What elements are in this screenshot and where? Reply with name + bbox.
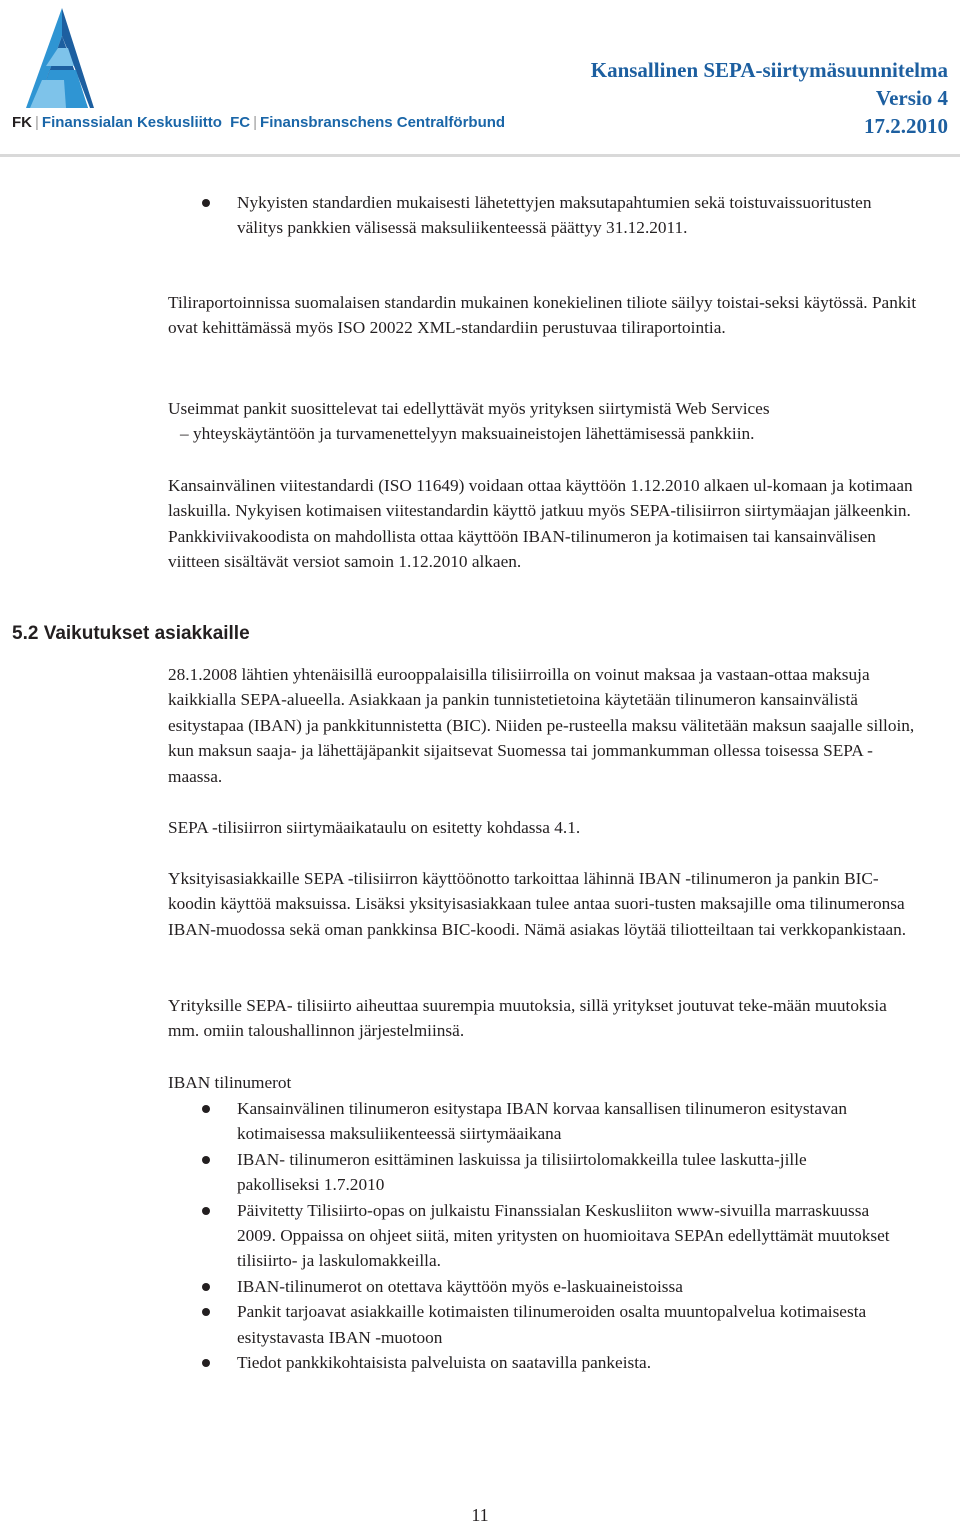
iban-heading-text: IBAN tilinumerot bbox=[168, 1073, 292, 1092]
paragraph-text: SEPA -tilisiirron siirtymäaikataulu on esitetty kohdassa 4.1. bbox=[168, 818, 581, 837]
document-date: 17.2.2010 bbox=[864, 114, 948, 138]
paragraph-line: – yhteyskäytäntöön ja turvamenettelyyn maksuaineistojen lähettämisessä pankkiin. bbox=[180, 424, 755, 444]
list-item: Päivitetty Tilisiirto-opas on julkaistu Finanssialan Keskusliiton www-sivuilla marraskuussa 2009. Oppaissa on ohjeet siitä, miten yritysten on huomioitava SEPAn edellyttämät muutokset tilisiirto- ja laskulomakkeilla. bbox=[196, 1198, 890, 1274]
fk-logo-icon bbox=[22, 8, 94, 108]
header-divider bbox=[0, 154, 960, 157]
top-bullet-list bbox=[196, 190, 920, 241]
document-title: Kansallinen SEPA-siirtymäsuunnitelma bbox=[590, 58, 948, 82]
section-heading: 5.2 Vaikutukset asiakkaille bbox=[12, 623, 250, 644]
org-fc: FC bbox=[230, 114, 251, 131]
list-item: Tiedot pankkikohtaisista palveluista on saatavilla pankeista. bbox=[196, 1350, 890, 1375]
paragraph-text: Kansainvälinen viitestandardi (ISO 11649) voidaan ottaa käyttöön 1.12.2010 alkaen ul-komaan ja kotimaan laskuilla. Nykyisen kotimaisen viitestandardin käyttö jatkuu myös SEPA-tilisiirron siirtymäajan jälkeenkin. Pankkiviivakoodista on mahdollista ottaa käyttöön IBAN-tilinumeron ja kotimaisen tai kansainvälisen viitteen sisältävät versiot samoin 1.12.2010 alkaen. bbox=[168, 476, 913, 572]
paragraph-webservices bbox=[168, 396, 928, 447]
paragraph-text: Yrityksille SEPA- tilisiirto aiheuttaa suurempia muutoksia, sillä yritykset joutuvat teke-mään muutoksia mm. omiin taloushallinnon järjestelmiinsä. bbox=[168, 996, 887, 1041]
paragraph-yksityisasiakkaat bbox=[168, 866, 920, 942]
list-item: Pankit tarjoavat asiakkaille kotimaisten tilinumeroiden osalta muuntopalvelua kotimaisesta esitystavasta IBAN -muotoon bbox=[196, 1299, 890, 1350]
paragraph-sepa-alue bbox=[168, 662, 920, 789]
paragraph-tiliraportointi bbox=[168, 290, 920, 341]
paragraph-siirtymaaikataulu bbox=[168, 815, 920, 840]
page-number: 11 bbox=[471, 1505, 489, 1525]
iban-bullet-list bbox=[196, 1096, 890, 1375]
paragraph-text: Tiliraportoinnissa suomalaisen standardin mukainen konekielinen tiliote säilyy toistai-seksi käytössä. Pankit ovat kehittämässä myös ISO 20022 XML-standardiin perustuvaa tiliraportointia. bbox=[168, 293, 917, 338]
paragraph-text: Yksityisasiakkaille SEPA -tilisiirron käyttöönotto tarkoittaa lähinnä IBAN -tilinumeron ja pankin BIC- koodin käyttöä maksuissa. Lisäksi yksityisasiakkaan tulee antaa suori-tusten maksajille oma tilinumeronsa IBAN-muodossa sekä oman pankkinsa BIC-koodi. Nämä asiakas löytää tiliotteiltaan tai verkkopankistaan. bbox=[168, 869, 907, 939]
paragraph-text: 28.1.2008 lähtien yhtenäisillä eurooppalaisilla tilisiirroilla on voinut maksaa ja vastaan-ottaa maksuja kaikkialla SEPA-alueella. Asiakkaan ja pankin tunnistetietoina käytetään tilinumeron kansainvälistä esitystapaa (IBAN) ja pankkitunnistetta (BIC). Niiden pe-rusteella maksu välitetään maksun saajalle silloin, kun maksun saaja- ja lähettäjäpankit sijaitsevat Suomessa tai jommankumman ollessa toisessa SEPA -maassa. bbox=[168, 665, 915, 786]
org-swedish: Finansbranschens Centralförbund bbox=[260, 114, 506, 131]
organization-name: FK | Finanssialan Keskusliitto FC | Finansbranschens Centralförbund bbox=[12, 114, 506, 131]
paragraph-viitestandardi bbox=[168, 473, 920, 575]
iban-heading bbox=[168, 1070, 920, 1095]
list-item: IBAN-tilinumerot on otettava käyttöön myös e-laskuaineistoissa bbox=[196, 1274, 890, 1299]
list-item: Kansainvälinen tilinumeron esitystapa IBAN korvaa kansallisen tilinumeron esitystavan kotimaisessa maksuliikenteessä siirtymäaikana bbox=[196, 1096, 890, 1147]
org-finnish: Finanssialan Keskusliitto bbox=[41, 114, 222, 131]
paragraph-yritykset bbox=[168, 993, 920, 1044]
list-item: IBAN- tilinumeron esittäminen laskuissa ja tilisiirtolomakkeilla tulee laskutta-jille pakolliseksi 1.7.2010 bbox=[196, 1147, 890, 1198]
org-fk: FK bbox=[12, 114, 32, 131]
list-item: Nykyisten standardien mukaisesti lähetettyjen maksutapahtumien sekä toistuvaissuoritusten välitys pankkien välisessä maksuliikenteessä päättyy 31.12.2011. bbox=[196, 190, 920, 241]
document-version: Versio 4 bbox=[875, 86, 948, 110]
paragraph-line: Useimmat pankit suosittelevat tai edellyttävät myös yrityksen siirtymistä Web Services bbox=[168, 399, 770, 418]
